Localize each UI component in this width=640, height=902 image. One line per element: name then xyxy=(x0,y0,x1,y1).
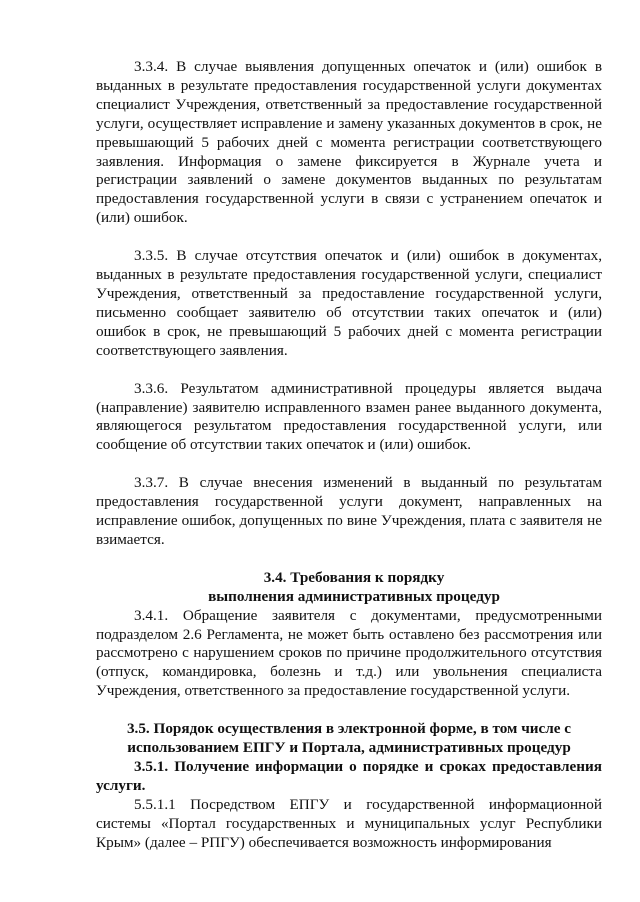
paragraph-3-3-6: 3.3.6. Результатом административной процедуры является выдача (направление) заявителю исправленного взамен ранее выданного документа, являющегося результатом предоставления государственной услуги, или сообщение об отсутствии таких опечаток и (или) ошибок. xyxy=(96,379,602,454)
paragraph-3-3-4: 3.3.4. В случае выявления допущенных опечаток и (или) ошибок в выданных в результате предоставления государственной услуги документах специалист Учреждения, ответственный за предоставление государственной услуги, осуществляет исправление и замену указанных документов в срок, не превышающий 5 рабочих дней с момента регистрации соответствующего заявления. Информация о замене фиксируется в Журнале учета и регистрации заявлений о замене документов выданных по результатам предоставления государственной услуги в связи с устранением опечаток и (или) ошибок. xyxy=(96,58,602,227)
subsection-heading-3-5-1: 3.5.1. Получение информации о порядке и сроках предоставления услуги. xyxy=(96,758,602,794)
section-heading-3-5 xyxy=(96,720,602,758)
section-heading-3-4-line1: 3.4. Требования к порядку xyxy=(263,568,445,586)
section-heading-3-5-line1: 3.5. Порядок осуществления в электронной форме, в том числе с xyxy=(126,720,572,738)
paragraph-3-3-7: 3.3.7. В случае внесения изменений в выданный по результатам предоставления государственной услуги документ, направленных на исправление ошибок, допущенных по вине Учреждения, плата с заявителя не взимается. xyxy=(96,474,602,548)
section-heading-3-5-line2: использованием ЕПГУ и Портала, административных процедур xyxy=(127,739,571,757)
paragraph-3-4-1: 3.4.1. Обращение заявителя с документами, предусмотренными подразделом 2.6 Регламента, не может быть оставлено без рассмотрения или рассмотрено с нарушением сроков по причине продолжительного отсутствия (отпуск, командировка, болезнь и т.д.) или увольнения специалиста Учреждения, ответственного за предоставление государственной услуги. xyxy=(96,606,602,700)
paragraph-3-3-5: 3.3.5. В случае отсутствия опечаток и (или) ошибок в документах, выданных в результате предоставления государственной услуги, специалист Учреждения, ответственный за предоставление государственной услуги, письменно сообщает заявителю об отсутствии таких опечаток и (или) ошибок в срок, не превышающий 5 рабочих дней с момента регистрации соответствующего заявления. xyxy=(96,247,602,359)
paragraph-5-5-1-1: 5.5.1.1 Посредством ЕПГУ и государственной информационной системы «Портал государственных и муниципальных услуг Республики Крым» (далее – РПГУ) обеспечивается возможность информирования xyxy=(96,795,602,851)
section-heading-3-4-line2: выполнения административных процедур xyxy=(208,587,500,605)
document-page xyxy=(96,58,602,853)
section-heading-3-4 xyxy=(96,569,602,607)
